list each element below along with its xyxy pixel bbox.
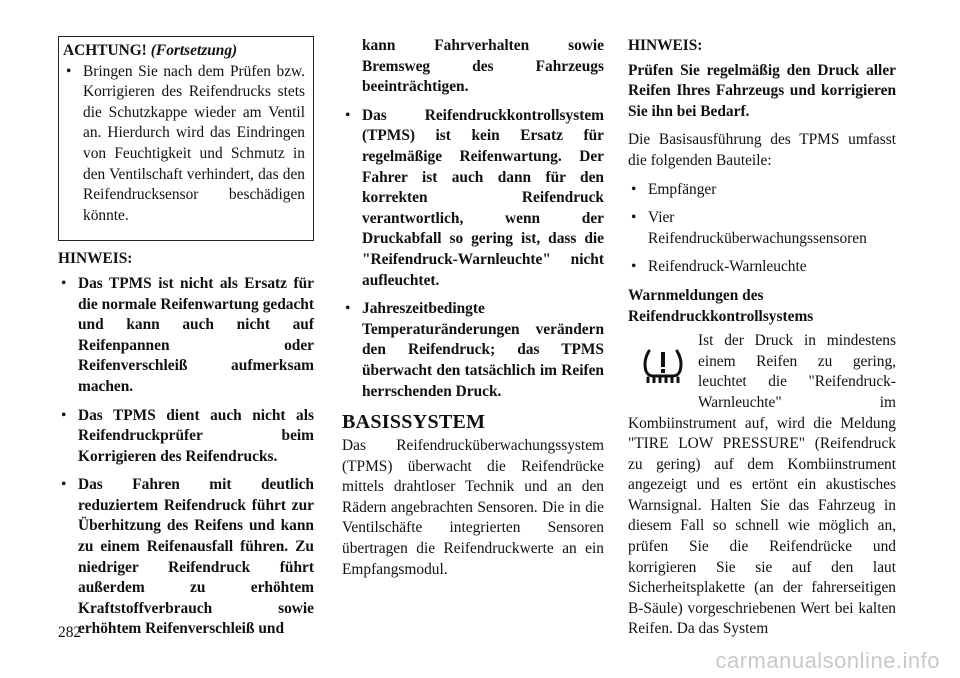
tpms-bullet-2: • Jahreszeitbedingte Temperaturänderungen verändern den Reifendruck; das TPMS überwacht den tatsächlich im Reifen herrschenden Druck. (342, 299, 604, 402)
column-middle (342, 36, 604, 588)
warning-title (63, 41, 305, 62)
components-intro: Die Basisausführung des TPMS umfasst die folgenden Bauteile: (628, 131, 896, 169)
component-warning-light: • Reifendruck-Warnleuchte (628, 257, 896, 278)
warning-label: ACHTUNG! (63, 42, 147, 59)
column-left (58, 36, 314, 648)
component-sensors: • Vier Reifendrucküberwachungssensoren (628, 208, 896, 249)
column-right (628, 36, 896, 640)
warning-description: Ist der Druck in mindestens einem Reifen zu gering, leuchtet die "Reifendruck-Warnleuchte" im Kombiinstrument auf, wird die Meldung "TIRE LOW PRESSURE" (Reifendruck zu gering) auf dem Kombiinstrument angezeigt und es ertönt ein akustisches Warnsignal. Halten Sie das Fahrzeug in diesem Fall so schnell wie möglich an, prüfen Sie die Reifendrücke und korrigieren Sie sie auf den laut Sicherheitsplakette (an der fahrerseitigen B-Säule) vorgeschriebenen Wert bei kalten Reifen. Da das System (628, 332, 896, 638)
basis-paragraph: Das Reifendrucküberwachungssystem (TPMS) überwacht die Reifendrücke mittels drahtloser Technik und an den Rädern angebrachten Sensoren. Die in die Ventilschäfte integrierten Sensoren übertragen die Reifendruckwerte an ein Empfangsmodul. (342, 437, 604, 578)
watermark: carmanualsonline.info (715, 648, 940, 673)
warnings-subheading: Warnmeldungen des Reifendruckkontrollsystems (628, 286, 814, 325)
warning-continued: (Fortsetzung) (150, 42, 238, 59)
page-number: 282 (58, 624, 82, 641)
tpms-bullet-1: • Das Reifendruckkontrollsystem (TPMS) ist kein Ersatz für regelmäßige Reifenwartung. Der Fahrer ist auch dann für den korrekten Reifendruck verantwortlich, wenn der Druckabfall so gering ist, dass die "Reifendruck-Warnleuchte" nicht aufleuchtet. (342, 106, 604, 291)
note-bullet-2: • Das TPMS dient auch nicht als Reifendruckprüfer beim Korrigieren des Reifendrucks. (58, 406, 314, 468)
warning-bullet: • Bringen Sie nach dem Prüfen bzw. Korrigieren des Reifendrucks stets die Schutzkappe wieder am Ventil an. Hierdurch wird das Eindringen von Feuchtigkeit und Schmutz in den Ventilschaft verhindert, das den Reifendrucksensor beschädigen könnte. (63, 62, 305, 227)
note-bullet-3: • Das Fahren mit deutlich reduziertem Reifendruck führt zur Überhitzung des Reifens und kann zu einem Reifenausfall führen. Zu niedriger Reifendruck führt außerdem zu erhöhtem Kraftstoffverbrauch sowie erhöhtem Reifenverschleiß und (58, 475, 314, 640)
note-title: HINWEIS: (58, 250, 133, 268)
continued-text: kann Fahrverhalten sowie Bremsweg des Fahrzeugs beeinträchtigen. (362, 37, 604, 96)
tire-pressure-warning-icon (628, 331, 698, 393)
note-title-right: HINWEIS: (628, 37, 703, 54)
component-receiver: • Empfänger (628, 180, 896, 201)
section-heading: BASISSYSTEM (342, 411, 486, 434)
note-bullet-1: • Das TPMS ist nicht als Ersatz für die normale Reifenwartung gedacht und kann auch nicht auf Reifenpannen oder Reifenverschleiß aufmerksam machen. (58, 274, 314, 398)
warning-box (58, 36, 314, 241)
note-text: Prüfen Sie regelmäßig den Druck aller Reifen Ihres Fahrzeugs und korrigieren Sie ihn bei Bedarf. (628, 61, 896, 120)
warning-description-block (628, 331, 896, 640)
